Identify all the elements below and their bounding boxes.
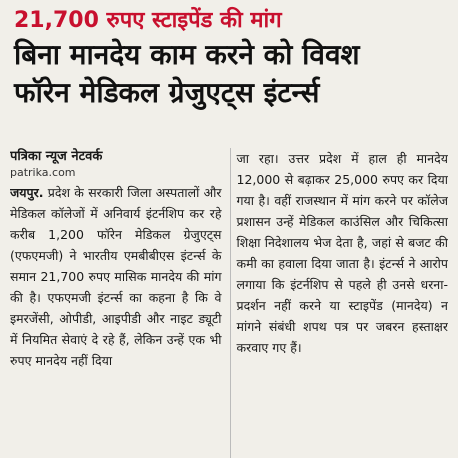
article-column-left (10, 148, 222, 458)
column-left-paragraph: प्रदेश के सरकारी जिला अस्पतालों और मेडिकल कॉलेजों में अनिवार्य इंटर्नशिप कर रहे करीब 1,200 फॉरेन मेडिकल ग्रेजुएट्स (एफएमजी) ने भारतीय एमबीबीएस इंटर्न्स के समान 21,700 रुपए मासिक मानदेय की मांग की है। एफएमजी इंटर्न्स का कहना है कि वे इमरजेंसी, ओपीडी, आइपीडी और नाइट ड्यूटी में नियमित सेवाएं दे रहे हैं, लेकिन उन्हें एक भी रुपए मानदेय नहीं दिया (10, 185, 222, 368)
article-body (10, 148, 448, 458)
column-left-text (10, 182, 222, 371)
main-headline (14, 36, 448, 112)
kicker-headline: 21,700 रुपए स्टाइपेंड की मांग (14, 8, 282, 33)
headline-line-1: बिना मानदेय काम करने को विवश (14, 38, 360, 71)
headline-line-2: फॉरेन मेडिकल ग्रेजुएट्स इंटर्न्स (14, 76, 320, 109)
column-right-paragraph: जा रहा। उत्तर प्रदेश में हाल ही मानदेय 12,000 से बढ़ाकर 25,000 रुपए कर दिया गया है। वहीं राजस्थान में मांग करने पर कॉलेज प्रशासन उन्हें मेडिकल काउंसिल और चिकित्सा शिक्षा निदेशालय भेज देता है, जहां से बजट की कमी का हवाला दिया जाता है। इंटर्न्स ने आरोप लगाया कि इंटर्नशिप से पहले ही उनसे धरना-प्रदर्शन नहीं करने या स्टाइपेंड (मानदेय) न मांगने संबंधी शपथ पत्र पर जबरन हस्ताक्षर करवाए गए हैं। (236, 151, 448, 355)
byline: पत्रिका न्यूज नेटवर्क (10, 149, 103, 164)
source-label: patrika.com (10, 166, 76, 179)
dateline: जयपुर. (10, 185, 44, 200)
article-column-right (230, 148, 449, 458)
